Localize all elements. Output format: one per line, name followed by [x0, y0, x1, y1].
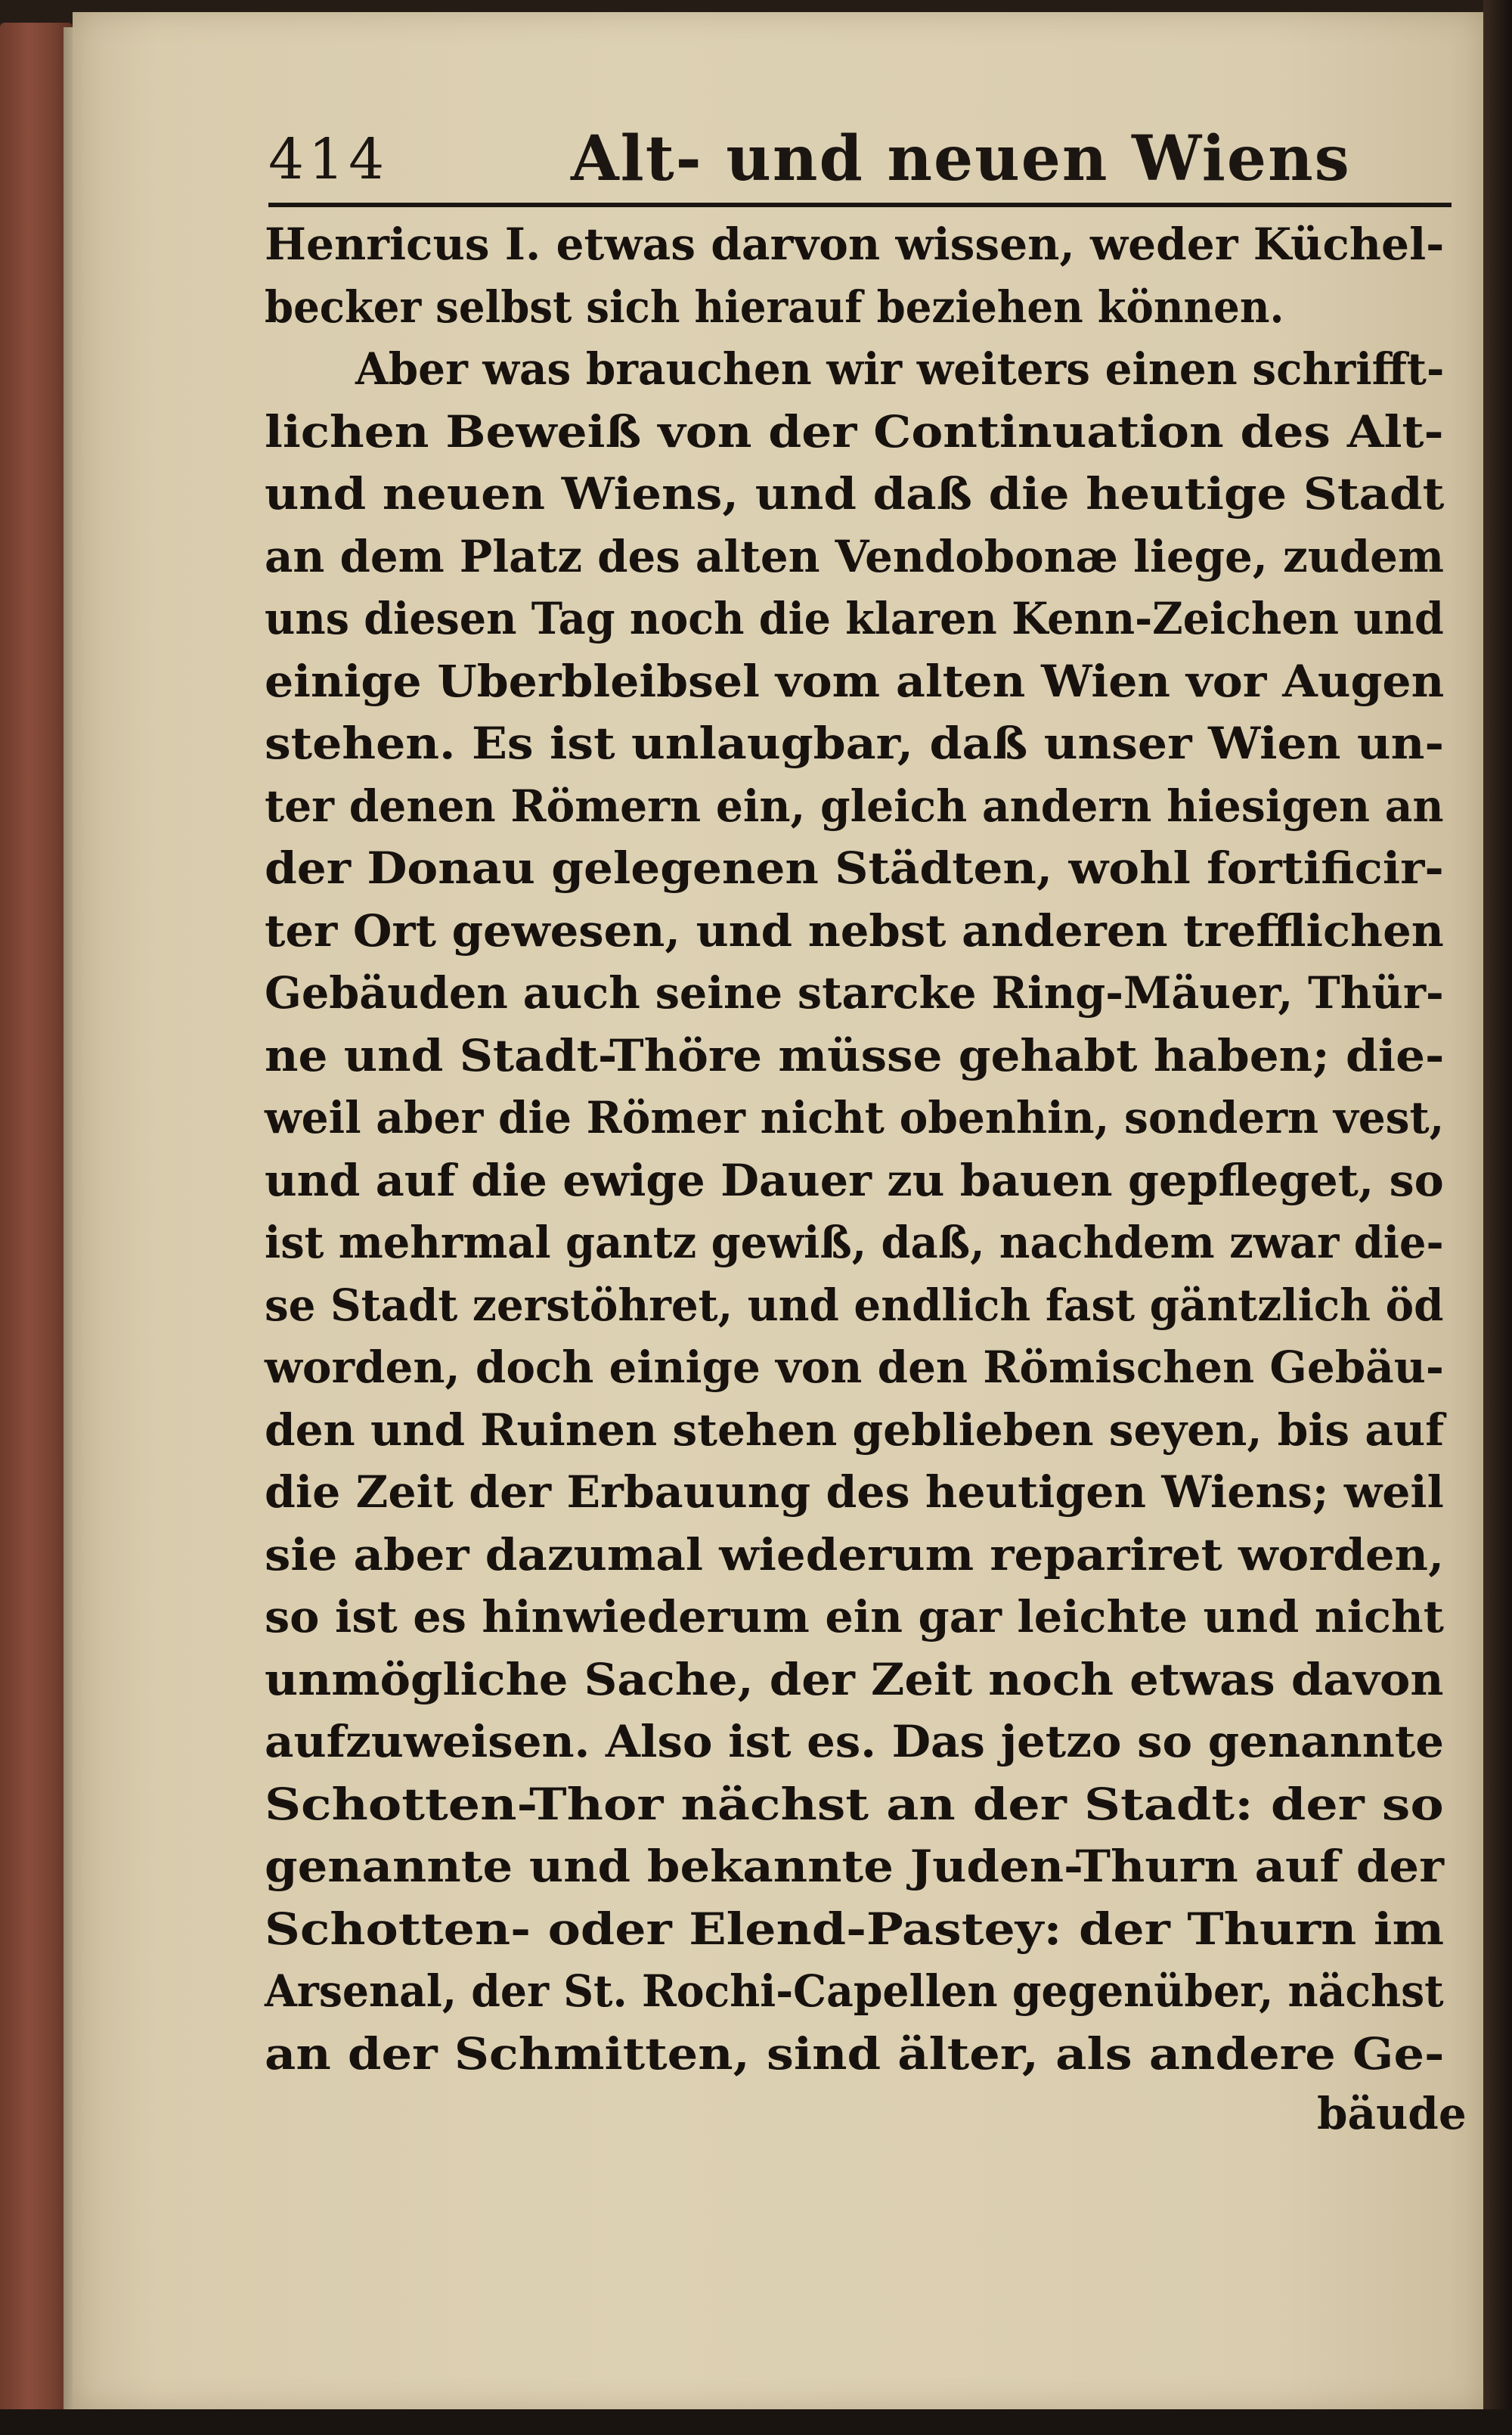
page-number: 414 — [268, 127, 389, 192]
text-line: sie aber dazumal wiederum repariret worden, — [265, 1528, 1445, 1580]
text-line: Gebäuden auch seine starcke Ring-Mäuer, Thür- — [265, 967, 1444, 1019]
text-line: becker selbst sich hierauf beziehen können. — [265, 281, 1284, 333]
text-line: so ist es hinwiederum ein gar leichte und nicht — [265, 1591, 1444, 1642]
text-line: ter Ort gewesen, und nebst anderen trefflichen — [265, 904, 1444, 957]
text-line: an der Schmitten, sind älter, als andere Ge- — [265, 2027, 1445, 2080]
text-line: worden, doch einige von den Römischen Gebäu- — [265, 1342, 1444, 1393]
text-line: der Donau gelegenen Städten, wohl fortificir- — [265, 842, 1444, 894]
catchword: bäude — [1317, 2088, 1467, 2139]
text-line: ter denen Römern ein, gleich andern hiesigen an — [265, 780, 1444, 832]
text-line: und auf die ewige Dauer zu bauen gepfleget, so — [265, 1154, 1444, 1206]
text-line: lichen Beweiß von der Continuation des Alt- — [265, 405, 1444, 458]
text-line: stehen. Es ist unlaugbar, daß unser Wien un- — [265, 718, 1445, 769]
page-header — [268, 123, 1452, 203]
text-line: Arsenal, der St. Rochi-Capellen gegenüber, nächst — [265, 1965, 1444, 2017]
running-title: Alt- und neuen Wiens — [571, 123, 1351, 195]
text-line: ist mehrmal gantz gewiß, daß, nachdem zwar die- — [265, 1217, 1444, 1268]
binding-shadow — [1483, 0, 1512, 2435]
text-line: einige Uberbleibsel vom alten Wien vor Augen — [265, 655, 1445, 707]
text-line: die Zeit der Erbauung des heutigen Wiens; weil — [265, 1466, 1444, 1518]
text-line: weil aber die Römer nicht obenhin, sondern vest, — [265, 1092, 1445, 1143]
book-cover-edge — [0, 23, 73, 2412]
text-line: und neuen Wiens, und daß die heutige Stadt — [265, 468, 1445, 520]
background-strip — [0, 2409, 1512, 2435]
text-line: Henricus I. etwas darvon wissen, weder Küchel- — [265, 219, 1445, 270]
text-line: an dem Platz des alten Vendobonæ liege, zudem — [265, 530, 1444, 582]
text-line: genannte und bekannte Juden-Thurn auf der — [265, 1841, 1444, 1892]
text-line: uns diesen Tag noch die klaren Kenn-Zeichen und — [265, 593, 1444, 644]
text-line: Schotten- oder Elend-Pastey: der Thurn im — [265, 1903, 1445, 1955]
text-line: se Stadt zerstöhret, und endlich fast gäntzlich öd — [265, 1279, 1444, 1331]
text-line: Schotten-Thor nächst an der Stadt: der so — [265, 1778, 1444, 1830]
text-line: unmögliche Sache, der Zeit noch etwas davon — [265, 1653, 1444, 1705]
text-line: den und Ruinen stehen geblieben seyen, bis auf — [265, 1404, 1445, 1456]
text-line: Aber was brauchen wir weiters einen schrifft- — [355, 343, 1445, 395]
header-rule — [268, 203, 1452, 207]
text-line: aufzuweisen. Also ist es. Das jetzo so genannte — [265, 1716, 1445, 1767]
text-line: ne und Stadt-Thöre müsse gehabt haben; die- — [265, 1029, 1445, 1081]
